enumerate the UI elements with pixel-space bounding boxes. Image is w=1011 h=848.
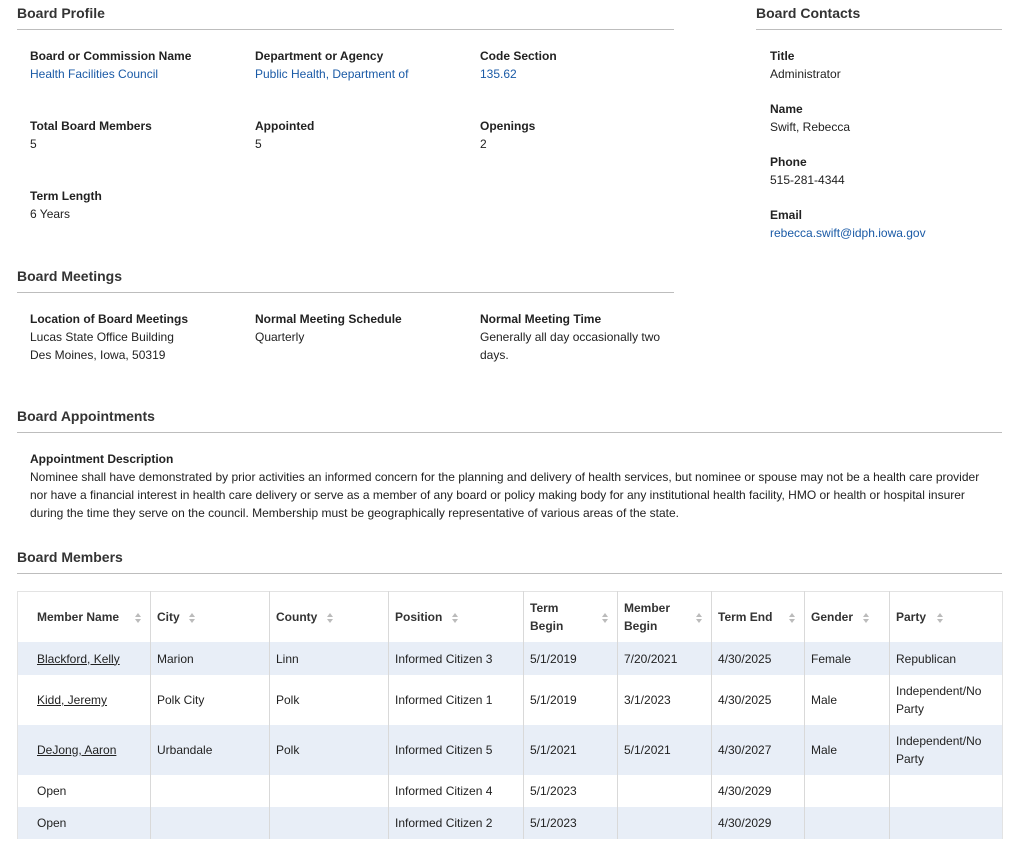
appointed-value: 5 <box>255 137 262 151</box>
sort-icon <box>862 611 870 623</box>
cell-member-begin: 5/1/2021 <box>618 725 712 775</box>
appointed-field <box>255 117 314 153</box>
meeting-time-label: Normal Meeting Time <box>480 312 602 326</box>
contact-name-label: Name <box>770 102 803 116</box>
column-label: City <box>157 610 180 624</box>
members-header-row <box>18 592 1003 643</box>
board-meetings-heading: Board Meetings <box>17 268 674 293</box>
cell-city <box>151 807 270 839</box>
table-row <box>18 807 1003 839</box>
cell-party <box>890 807 1003 839</box>
sort-icon <box>134 611 142 623</box>
sort-icon <box>936 611 944 623</box>
cell-term-begin: 5/1/2019 <box>524 642 618 675</box>
sort-icon <box>451 611 459 623</box>
cell-term-begin: 5/1/2023 <box>524 775 618 807</box>
board-members-heading: Board Members <box>17 549 1002 574</box>
column-header-county[interactable] <box>270 592 389 643</box>
cell-member-name[interactable] <box>18 725 151 775</box>
table-row <box>18 775 1003 807</box>
members-table <box>17 591 1003 839</box>
cell-member-name[interactable] <box>18 675 151 725</box>
meeting-location-line2: Des Moines, Iowa, 50319 <box>30 348 166 362</box>
board-name-label: Board or Commission Name <box>30 49 192 63</box>
cell-gender <box>805 775 890 807</box>
department-link[interactable]: Public Health, Department of <box>255 67 409 81</box>
total-members-label: Total Board Members <box>30 119 152 133</box>
contact-email-label: Email <box>770 208 803 222</box>
meeting-location-field <box>30 310 188 364</box>
contact-email-link[interactable]: rebecca.swift@idph.iowa.gov <box>770 226 926 240</box>
cell-member-begin <box>618 807 712 839</box>
total-members-value: 5 <box>30 137 37 151</box>
cell-county: Polk <box>270 675 389 725</box>
openings-label: Openings <box>480 119 536 133</box>
sort-icon <box>601 611 609 623</box>
appointed-label: Appointed <box>255 119 315 133</box>
cell-member-begin: 7/20/2021 <box>618 642 712 675</box>
contact-name-value: Swift, Rebecca <box>770 120 851 134</box>
cell-member-begin: 3/1/2023 <box>618 675 712 725</box>
department-label: Department or Agency <box>255 49 384 63</box>
department-field <box>255 47 408 83</box>
cell-term-end: 4/30/2025 <box>712 675 805 725</box>
cell-party: Republican <box>890 642 1003 675</box>
member-link[interactable]: Blackford, Kelly <box>37 651 120 666</box>
column-header-party[interactable] <box>890 592 1003 643</box>
table-row <box>18 675 1003 725</box>
cell-term-end: 4/30/2025 <box>712 642 805 675</box>
sort-icon <box>695 611 703 623</box>
table-row <box>18 642 1003 675</box>
contact-name-field <box>770 100 850 136</box>
code-section-label: Code Section <box>480 49 557 63</box>
column-label: Member Begin <box>624 601 671 633</box>
column-label: County <box>276 610 318 624</box>
term-length-label: Term Length <box>30 189 102 203</box>
sort-icon <box>788 611 796 623</box>
cell-member-begin <box>618 775 712 807</box>
openings-value: 2 <box>480 137 487 151</box>
column-header-term-end[interactable] <box>712 592 805 643</box>
meeting-schedule-value: Quarterly <box>255 330 305 344</box>
meeting-location-label: Location of Board Meetings <box>30 312 189 326</box>
cell-county <box>270 807 389 839</box>
board-name-link[interactable]: Health Facilities Council <box>30 67 159 81</box>
cell-position: Informed Citizen 5 <box>389 725 524 775</box>
code-section-link[interactable]: 135.62 <box>480 67 517 81</box>
appointment-description-field <box>30 450 985 522</box>
sort-icon <box>326 611 334 623</box>
column-header-member-name[interactable] <box>18 592 151 643</box>
cell-member-name: Open <box>18 775 151 807</box>
sort-icon <box>188 611 196 623</box>
meeting-location-line1: Lucas State Office Building <box>30 330 174 344</box>
board-contacts-heading: Board Contacts <box>756 5 1002 30</box>
contact-phone-value: 515-281-4344 <box>770 173 845 187</box>
cell-city: Marion <box>151 642 270 675</box>
column-header-term-begin[interactable] <box>524 592 618 643</box>
cell-term-begin: 5/1/2023 <box>524 807 618 839</box>
cell-city: Polk City <box>151 675 270 725</box>
term-length-field <box>30 187 102 223</box>
column-header-position[interactable] <box>389 592 524 643</box>
column-label: Member Name <box>37 610 120 624</box>
column-label: Gender <box>811 610 854 624</box>
cell-member-name: Open <box>18 807 151 839</box>
cell-party <box>890 775 1003 807</box>
cell-member-name[interactable] <box>18 642 151 675</box>
column-label: Term Begin <box>530 601 564 633</box>
cell-county: Linn <box>270 642 389 675</box>
cell-position: Informed Citizen 4 <box>389 775 524 807</box>
appointment-description-text: Nominee shall have demonstrated by prior activities an informed concern for the planning and delivery of health services, but nominee or spouse may not be a health care provider nor have a financial interest in health care delivery or serve as a member of any board or policy making body for any institutional health facility, HMO or health or hospital insurer during the time they serve on the council. Membership must be geographically representative of various areas of the state. <box>30 470 980 520</box>
cell-position: Informed Citizen 1 <box>389 675 524 725</box>
code-section-field <box>480 47 557 83</box>
appointment-description-label: Appointment Description <box>30 452 174 466</box>
column-label: Party <box>896 610 927 624</box>
column-header-gender[interactable] <box>805 592 890 643</box>
column-header-city[interactable] <box>151 592 270 643</box>
meeting-time-field <box>480 310 670 364</box>
member-link[interactable]: DeJong, Aaron <box>37 743 117 757</box>
contact-title-field <box>770 47 841 83</box>
meeting-time-value: Generally all day occasionally two days. <box>480 330 661 362</box>
cell-term-begin: 5/1/2021 <box>524 725 618 775</box>
meeting-schedule-field <box>255 310 402 346</box>
cell-city <box>151 775 270 807</box>
cell-term-begin: 5/1/2019 <box>524 675 618 725</box>
cell-term-end: 4/30/2029 <box>712 807 805 839</box>
board-profile-heading: Board Profile <box>17 5 674 30</box>
cell-gender <box>805 807 890 839</box>
term-length-value: 6 Years <box>30 207 71 221</box>
cell-county <box>270 775 389 807</box>
contact-title-value: Administrator <box>770 67 841 81</box>
meeting-schedule-label: Normal Meeting Schedule <box>255 312 402 326</box>
cell-term-end: 4/30/2027 <box>712 725 805 775</box>
column-label: Term End <box>718 610 773 624</box>
contact-email-field <box>770 206 926 242</box>
contact-title-label: Title <box>770 49 795 63</box>
member-link[interactable]: Kidd, Jeremy <box>37 693 108 707</box>
cell-gender: Female <box>805 642 890 675</box>
board-name-field <box>30 47 191 83</box>
cell-party: Independent/No Party <box>890 675 1003 725</box>
column-header-member-begin[interactable] <box>618 592 712 643</box>
cell-gender: Male <box>805 725 890 775</box>
contact-phone-field <box>770 153 845 189</box>
total-members-field <box>30 117 152 153</box>
contact-phone-label: Phone <box>770 155 807 169</box>
cell-gender: Male <box>805 675 890 725</box>
table-row <box>18 725 1003 775</box>
cell-county: Polk <box>270 725 389 775</box>
column-label: Position <box>395 610 443 624</box>
cell-position: Informed Citizen 3 <box>389 642 524 675</box>
cell-position: Informed Citizen 2 <box>389 807 524 839</box>
cell-party: Independent/No Party <box>890 725 1003 775</box>
cell-city: Urbandale <box>151 725 270 775</box>
openings-field <box>480 117 535 153</box>
cell-term-end: 4/30/2029 <box>712 775 805 807</box>
board-appointments-heading: Board Appointments <box>17 408 1002 433</box>
